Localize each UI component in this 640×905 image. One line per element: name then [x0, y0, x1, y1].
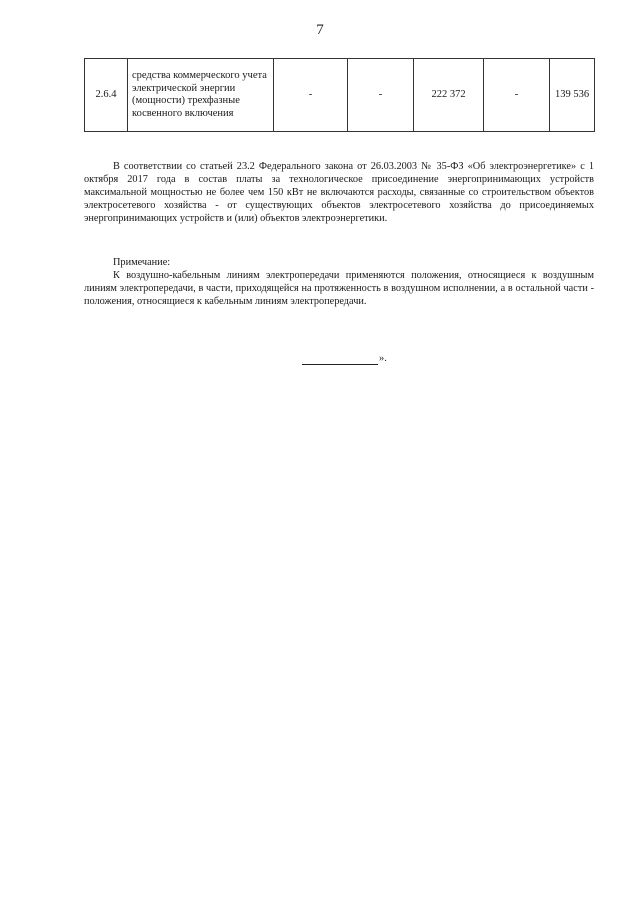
- page-number: 7: [316, 22, 324, 38]
- row-value-2: -: [348, 59, 414, 132]
- tariff-table: [84, 58, 595, 132]
- row-value-1: -: [274, 59, 348, 132]
- closing-line: [302, 352, 387, 365]
- table-row: [85, 59, 595, 132]
- row-value-5: 139 536: [550, 59, 595, 132]
- signature-rule: [302, 354, 378, 365]
- main-paragraph: В соответствии со статьей 23.2 Федерального закона от 26.03.2003 № 35-ФЗ «Об электроэнергетике» с 1 октября 2017 года в состав платы за технологическое присоединение энергопринимающих устройств максимальной мощностью не более чем 150 кВт не включаются расходы, связанные со строительством объектов электросетевого хозяйства - от существующих объектов электросетевого хозяйства до присоединяемых энергопринимающих устройств и (или) объектов электроэнергетики.: [84, 161, 594, 224]
- row-description: средства коммерческого учета электрической энергии (мощности) трехфазные косвенного включения: [128, 59, 274, 132]
- note-paragraph: К воздушно-кабельным линиям электропередачи применяются положения, относящиеся к воздушным линиям электропередачи, в части, приходящейся на протяженность в воздушном исполнении, а в остальной части - положения, относящиеся к кабельным линиям электропередачи.: [84, 270, 594, 307]
- row-value-4: -: [484, 59, 550, 132]
- row-value-3: 222 372: [414, 59, 484, 132]
- row-code: 2.6.4: [85, 59, 128, 132]
- closing-mark: ».: [379, 353, 387, 364]
- note-title: Примечание:: [113, 257, 171, 268]
